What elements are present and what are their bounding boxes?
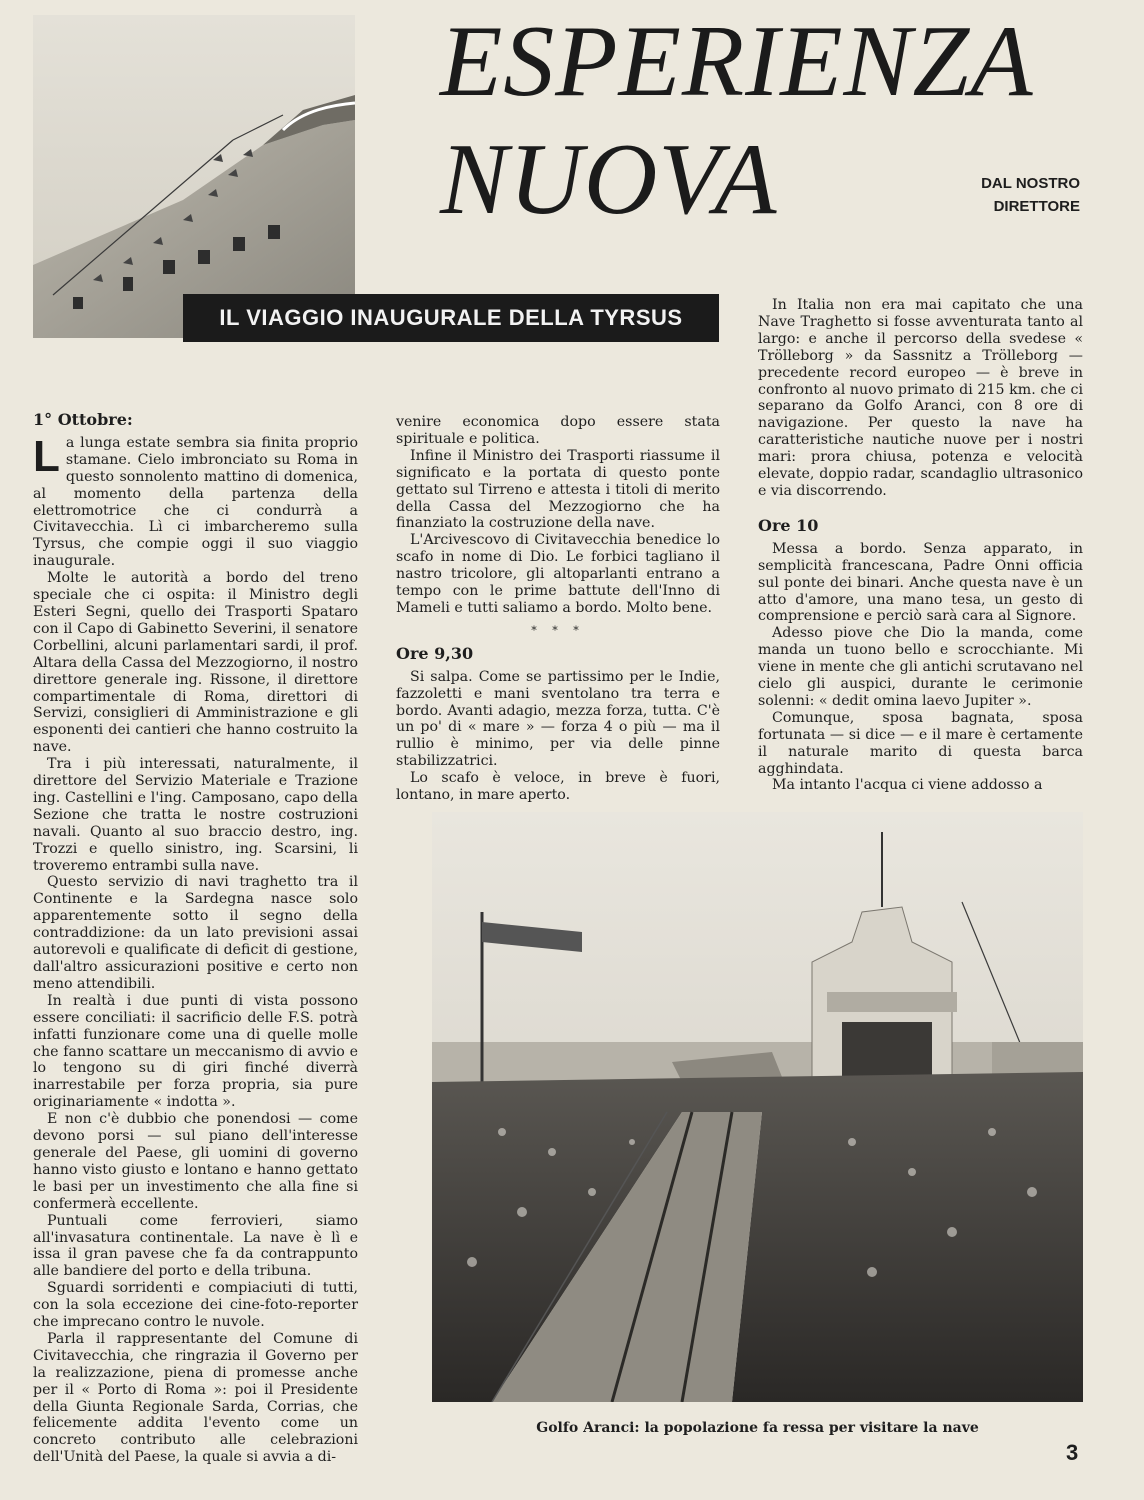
photo-caption: Golfo Aranci: la popolazione fa ressa per visitare la nave xyxy=(536,1420,979,1436)
paragraph: Parla il rappresentante del Comune di Civitavecchia, che ringrazia il Governo per la realizzazione, piena di promesse anche per il « Porto di Roma »: poi il Presidente della Giunta Regionale Sarda, Corrias, che felicemente addita l'evento come un concreto contributo alle celebrazioni dell'Unità del Paese, la quale si avvia a di- xyxy=(33,1330,358,1466)
paragraph: In Italia non era mai capitato che una Nave Traghetto si fosse avventurata tanto al largo: e anche il percorso della svedese « Trölleborg » da Sassnitz a Trölleborg — precedente record europeo — è breve in confronto al nuovo primato di 215 km. che ci separano da Golfo Aranci, con 8 ore di navigazione. Per questo la nave ha caratteristiche nautiche nuove per i nostri mari: prora chiusa, potenza e velocità elevate, doppio radar, scandaglio ultrasonico e via discorrendo. xyxy=(758,297,1083,499)
paragraph: Molte le autorità a bordo del treno speciale che ci ospita: il Ministro degli Esteri Segni, quello dei Trasporti Spataro con il Capo di Gabinetto Severini, il senatore Corbellini, alcuni parlamentari sardi, il prof. Altara della Cassa del Mezzogiorno, il nostro direttore generale ing. Rissone, il direttore compartimentale di Roma, direttori di Servizi, consiglieri di Amministrazione e gli esponenti dei cantieri che hanno costruito la nave. xyxy=(33,570,358,756)
paragraph: E non c'è dubbio che ponendosi — come devono porsi — sul piano dell'interesse generale del Paese, gli uomini di governo hanno visto giusto e lontano e hanno gettato le basi per un investimento che alla fine si confermerà eccellente. xyxy=(33,1111,358,1212)
section-separator: * * * xyxy=(531,623,585,637)
paragraph: Questo servizio di navi traghetto tra il Continente e la Sardegna nasce solo apparentemente sotto il segno della contraddizione: da un lato previsioni assai autorevoli e qualificate di deficit di gestione, dall'altro assicurazioni positive e certo non meno attendibili. xyxy=(33,874,358,992)
byline xyxy=(930,172,1080,218)
paragraph: Comunque, sposa bagnata, sposa fortunata — si dice — e il mare è certamente il naturale marito di questa barca agghindata. xyxy=(758,709,1083,777)
article-column-3 xyxy=(758,297,1083,794)
page-number: 3 xyxy=(1066,1440,1079,1465)
headline-line-2: NUOVA xyxy=(440,123,778,236)
byline-line-2: DIRETTORE xyxy=(993,198,1080,215)
drop-cap: L xyxy=(33,431,60,481)
paragraph: In realtà i due punti di vista possono essere conciliati: il sacrificio delle F.S. potrà infatti funzionare come una di quelle molle che fanno scattare un meccanismo di avvio e lo tengono su di giri finché diverrà inarrestabile per forza propria, sia pure originariamente « indotta ». xyxy=(33,992,358,1111)
crowd-ferry-photo xyxy=(432,812,1083,1402)
byline-line-1: DAL NOSTRO xyxy=(981,175,1080,192)
paragraph: Lo scafo è veloce, in breve è fuori, lontano, in mare aperto. xyxy=(396,770,720,804)
paragraph: Si salpa. Come se partissimo per le Indie, fazzoletti e mani sventolano tra terra e bordo. Avanti adagio, mezza forza, tutta. C'è un po' di « mare » — forza 4 o più — ma il rullio è minimo, per via delle pinne stabilizzatrici. xyxy=(396,668,720,770)
section-heading-time: Ore 10 xyxy=(758,515,819,535)
paragraph: L'Arcivescovo di Civitavecchia benedice lo scafo in nome di Dio. Le forbici tagliano il nastro tricolore, gli altoparlanti entrano a tempo con le prime battute dell'Inno di Mameli e tutti saliamo a bordo. Molto bene. xyxy=(396,532,720,616)
paragraph: Sguardi sorridenti e compiaciuti di tutti, con la sola eccezione dei cine-foto-reporter che imprecano contro le nuvole. xyxy=(33,1280,358,1331)
paragraph: Ma intanto l'acqua ci viene addosso a xyxy=(772,777,1043,794)
paragraph: Puntuali come ferrovieri, siamo all'invasatura continentale. La nave è lì e issa il gran pavese che fa da contrappunto alle bandiere del porto e della tribuna. xyxy=(33,1212,358,1280)
headline-line-1: ESPERIENZA xyxy=(440,5,1034,118)
article-column-1 xyxy=(33,412,358,1466)
paragraph: Tra i più interessati, naturalmente, il direttore del Servizio Materiale e Trazione ing. Castellini e l'ing. Camposano, capo della Sezione che tratta le nostre costruzioni navali. Quanto al suo braccio destro, ing. Trozzi e quello sinistro, ing. Scarsini, li troveremo entrambi sulla nave. xyxy=(33,756,358,874)
article-banner: IL VIAGGIO INAUGURALE DELLA TYRSUS xyxy=(183,294,719,342)
paragraph: venire economica dopo essere stata spirituale e politica. xyxy=(396,414,720,447)
ship-photo xyxy=(33,15,355,338)
section-heading-date: 1° Ottobre: xyxy=(33,410,133,429)
section-heading-time: Ore 9,30 xyxy=(396,643,474,663)
paragraph: Infine il Ministro dei Trasporti riassume il significato e la portata di questo ponte gettato sul Tirreno e attesta i titoli di merito della Cassa del Mezzogiorno che ha finanziato la costruzione della nave. xyxy=(396,447,720,532)
paragraph: La lunga estate sembra sia finita proprio stamane. Cielo imbronciato su Roma in questo sonnolento mattino di domenica, al momento della partenza della elettromotrice che ci condurrà a Civitavecchia. Lì ci imbarcheremo sulla Tyrsus, che compie oggi il suo viaggio inaugurale. xyxy=(33,431,358,570)
article-column-2 xyxy=(396,414,720,804)
paragraph: Messa a bordo. Senza apparato, in semplicità francescana, Padre Onni officia sul ponte dei binari. Anche questa nave è un atto d'amore, una mano tesa, un gesto di comprensione e perciò sarà cara al Signore. xyxy=(758,540,1083,625)
paragraph: Adesso piove che Dio la manda, come manda un tuono bello e scrocchiante. Mi viene in mente che gli antichi scrutavano nel cielo gli auspici, durante le cerimonie solenni: « dedit omina laevo Jupiter ». xyxy=(758,625,1083,709)
